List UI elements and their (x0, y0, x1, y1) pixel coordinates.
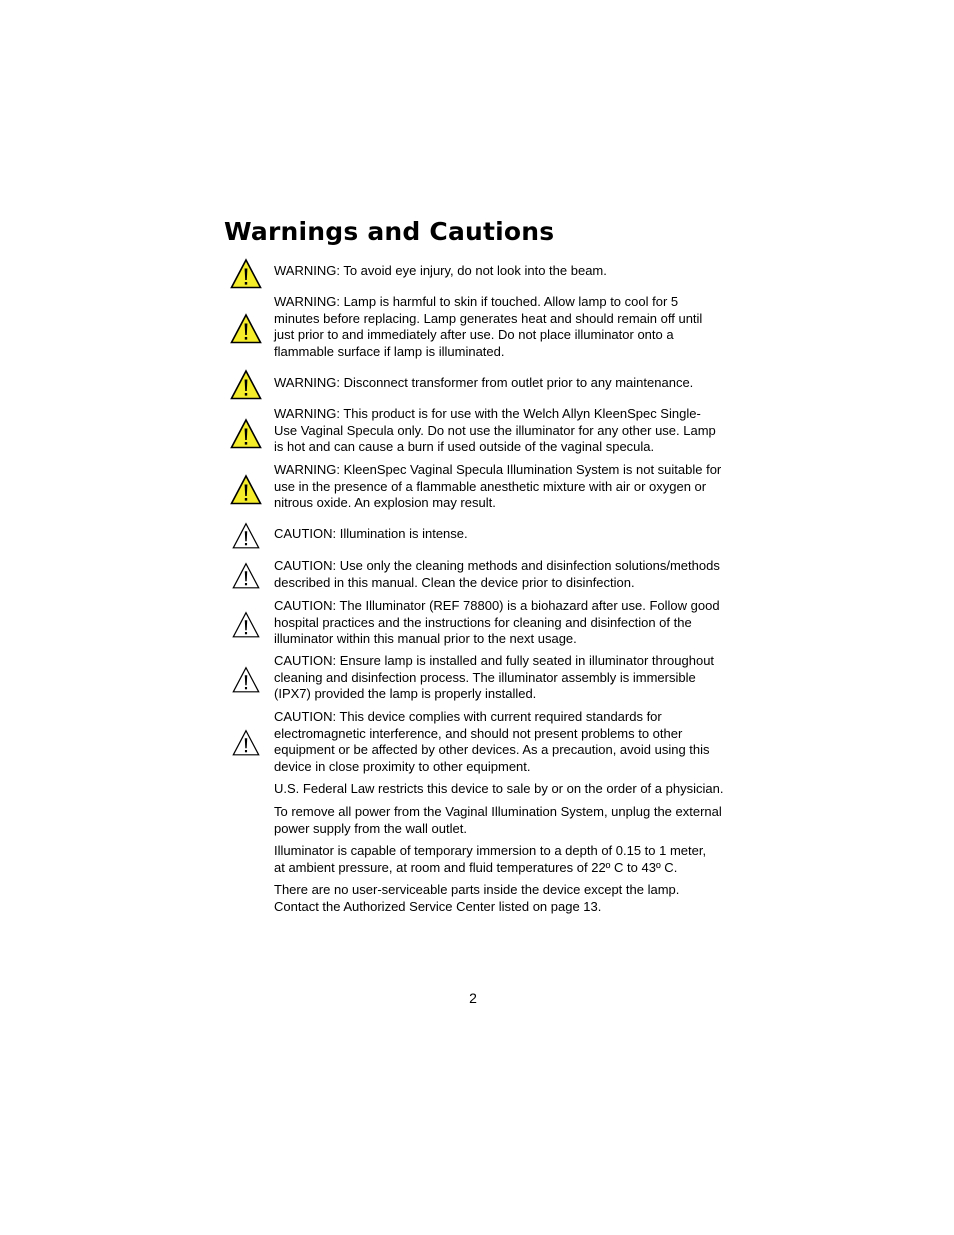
warning-text: WARNING: To avoid eye injury, do not look into the beam. (274, 263, 607, 278)
caution-text: CAUTION: Use only the cleaning methods and disinfection solutions/methods described in this manual. Clean the device prior to disinfection. (274, 558, 720, 590)
note-text: Illuminator is capable of temporary immersion to a depth of 0.15 to 1 meter, at ambient pressure, at room and fluid temperatures of 22º C to 43º C. (274, 843, 707, 875)
page-title: Warnings and Cautions (224, 217, 555, 246)
note-text: U.S. Federal Law restricts this device to sale by or on the order of a physician. (274, 781, 724, 796)
caution-text: CAUTION: The Illuminator (REF 78800) is a biohazard after use. Follow good hospital practices and the instructions for cleaning and disinfection of the illuminator within this manual prior to the next usage. (274, 598, 720, 647)
warning-triangle-icon (230, 369, 262, 401)
warning-triangle-icon (230, 258, 262, 290)
note-text: There are no user-serviceable parts inside the device except the lamp. Contact the Authorized Service Center listed on page 13. (274, 882, 680, 914)
warning-text: WARNING: KleenSpec Vaginal Specula Illumination System is not suitable for use in the presence of a flammable anesthetic mixture with air or oxygen or nitrous oxide. An explosion may result. (274, 462, 722, 511)
warning-triangle-icon (230, 418, 262, 450)
caution-triangle-icon (232, 522, 264, 554)
warning-text: WARNING: Disconnect transformer from outlet prior to any maintenance. (274, 375, 694, 390)
warning-triangle-icon (230, 474, 262, 506)
caution-triangle-icon (232, 611, 264, 643)
warning-triangle-icon (230, 313, 262, 345)
caution-triangle-icon (232, 666, 264, 698)
caution-triangle-icon (232, 729, 264, 761)
caution-triangle-icon (232, 562, 264, 594)
note-text: To remove all power from the Vaginal Illumination System, unplug the external power supply from the wall outlet. (274, 804, 722, 836)
caution-text: CAUTION: Illumination is intense. (274, 526, 468, 541)
caution-text: CAUTION: This device complies with current required standards for electromagnetic interference, and should not present problems to other equipment or be affected by other devices. As a precaution, avoid using this device in close proximity to other equipment. (274, 709, 710, 774)
warning-text: WARNING: Lamp is harmful to skin if touched. Allow lamp to cool for 5 minutes before replacing. Lamp generates heat and should remain off until just prior to and immediately after use. Do not place illuminator onto a flammable surface if lamp is illuminated. (274, 294, 703, 359)
page-number: 2 (469, 990, 477, 1006)
caution-text: CAUTION: Ensure lamp is installed and fully seated in illuminator throughout cleaning and disinfection process. The illuminator assembly is immersible (IPX7) provided the lamp is properly installed. (274, 653, 715, 702)
warning-text: WARNING: This product is for use with the Welch Allyn KleenSpec Single- Use Vaginal Specula only. Do not use the illuminator for any other use. Lamp is hot and can cause a burn if used outside of the vaginal specula. (274, 406, 716, 455)
